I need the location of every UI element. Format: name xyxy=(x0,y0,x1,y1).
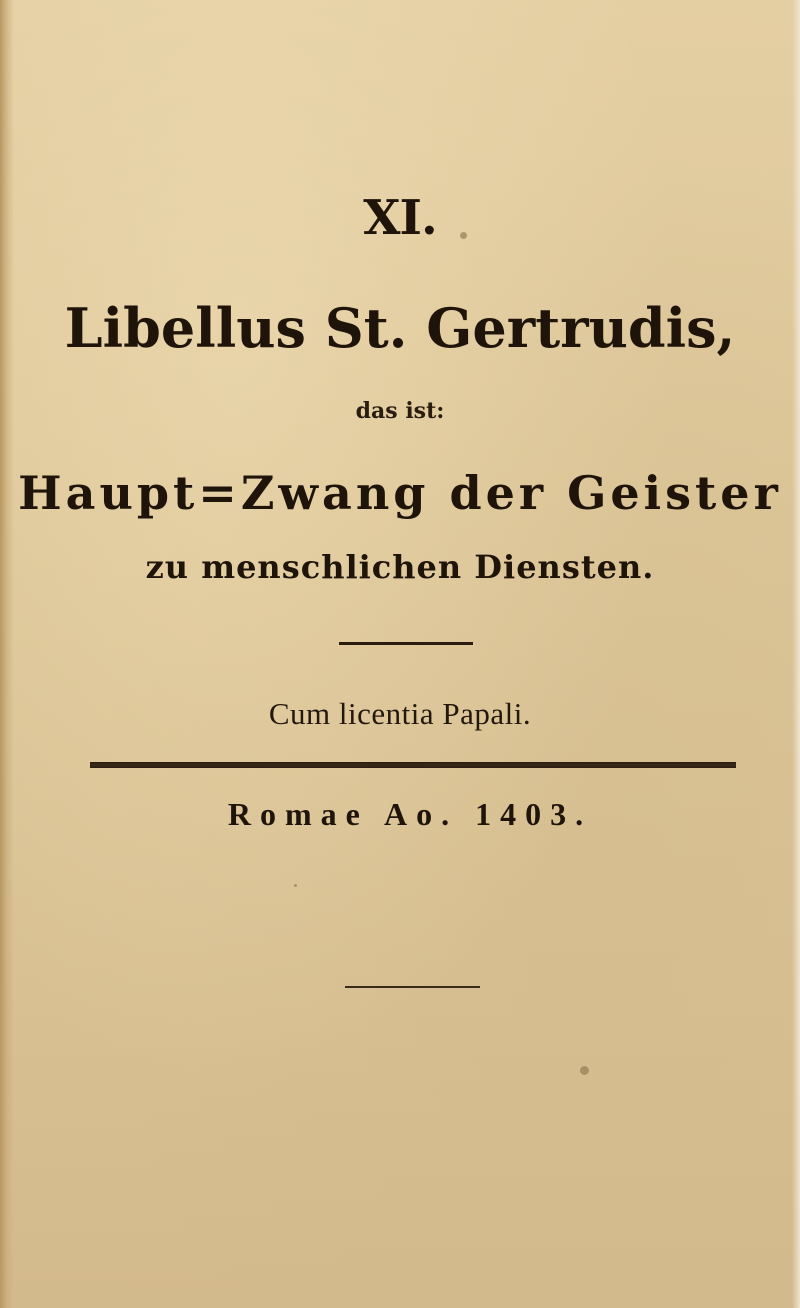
book-title: Libellus St. Gertrudis, xyxy=(64,296,736,360)
long-divider xyxy=(90,762,736,768)
subtitle-line-1: Haupt=Zwang der Geister xyxy=(18,466,782,520)
paper-speck xyxy=(294,884,297,887)
paper-speck xyxy=(580,1066,589,1075)
paper-speck xyxy=(460,232,467,239)
short-divider xyxy=(339,642,473,645)
imprint-line: Romae Ao. 1403. xyxy=(227,796,593,832)
chapter-number: XI. xyxy=(363,190,437,246)
subtitle-intro: das ist: xyxy=(355,398,445,424)
license-line: Cum licentia Papali. xyxy=(268,696,532,731)
subtitle-line-2: zu menschlichen Diensten. xyxy=(145,548,655,586)
bottom-divider xyxy=(345,986,480,988)
